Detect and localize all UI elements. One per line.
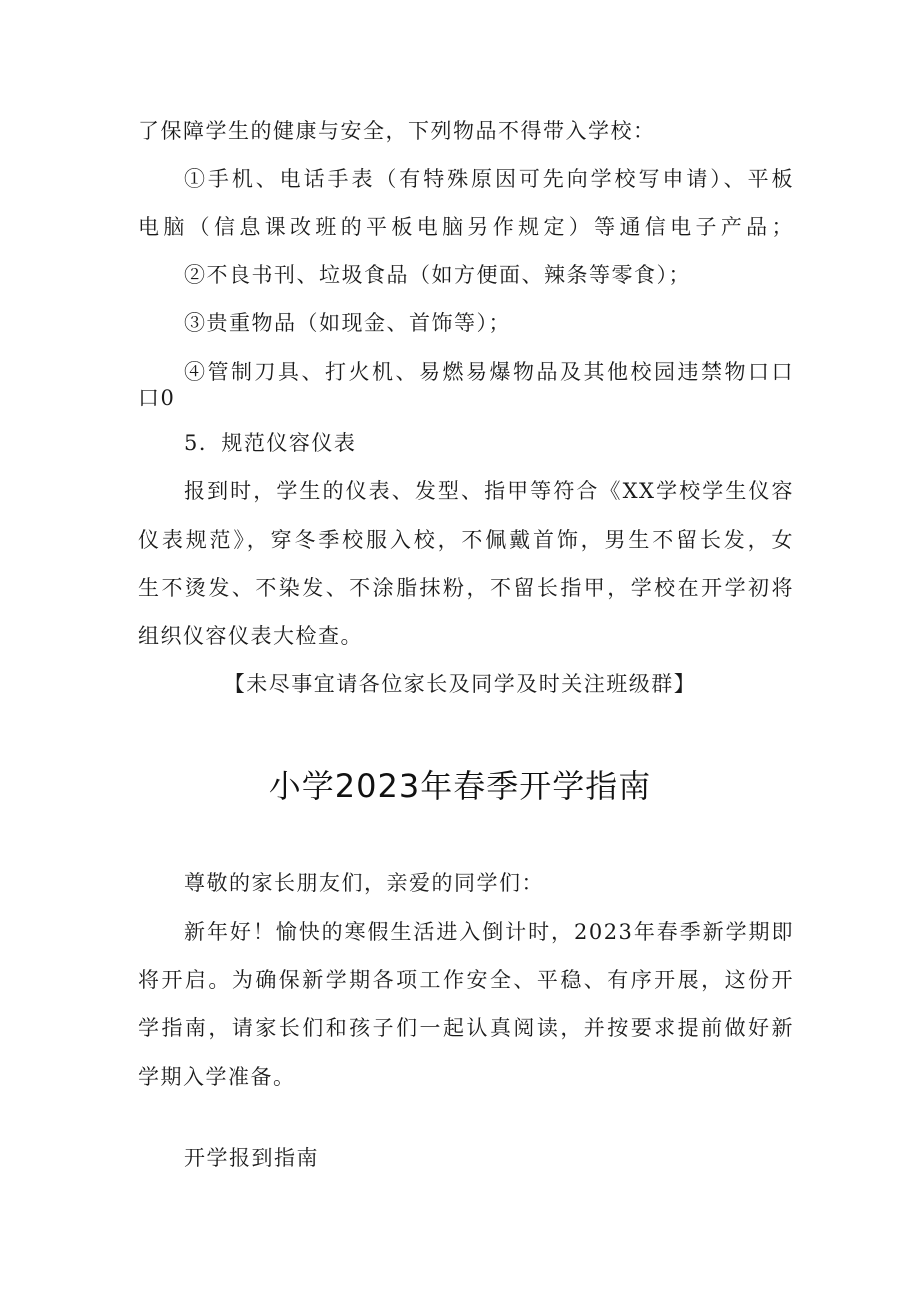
text-line: 学指南，请家长们和孩子们一起认真阅读，并按要求提前做好新 — [138, 1016, 794, 1040]
text-line: 报到时，学生的仪表、发型、指甲等符合《XX学校学生仪容 — [184, 479, 794, 503]
text-line: 电脑（信息课改班的平板电脑另作规定）等通信电子产品； — [138, 215, 794, 239]
text-line: ①手机、电话手表（有特殊原因可先向学校写申请）、平板 — [184, 167, 794, 191]
text-line: 将开启。为确保新学期各项工作安全、平稳、有序开展，这份开 — [138, 968, 794, 992]
text-line: ③贵重物品（如现金、首饰等）； — [184, 311, 511, 335]
greeting-line: 尊敬的家长朋友们，亲爱的同学们： — [184, 871, 544, 895]
notice-line: 【未尽事宜请各位家长及同学及时关注班级群】 — [223, 672, 697, 696]
text-line: 生不烫发、不染发、不涂脂抹粉，不留长指甲，学校在开学初将 — [138, 576, 794, 600]
text-line: 学期入学准备。 — [138, 1065, 296, 1089]
text-line: 口0 — [138, 386, 176, 410]
text-line: 了保障学生的健康与安全，下列物品不得带入学校： — [138, 119, 656, 143]
text-line: ②不良书刊、垃圾食品（如方便面、辣条等零食）； — [184, 263, 691, 287]
document-title: 小学2023年春季开学指南 — [268, 767, 652, 805]
section-heading: 开学报到指南 — [184, 1146, 319, 1170]
text-line: 组织仪容仪表大检查。 — [138, 624, 363, 648]
text-line: ④管制刀具、打火机、易燃易爆物品及其他校园违禁物口口 — [184, 360, 794, 384]
section-heading: 5．规范仪容仪表 — [184, 431, 357, 455]
text-line: 新年好！愉快的寒假生活进入倒计时，2023年春季新学期即 — [184, 920, 794, 944]
text-line: 仪表规范》，穿冬季校服入校，不佩戴首饰，男生不留长发，女 — [138, 528, 794, 552]
